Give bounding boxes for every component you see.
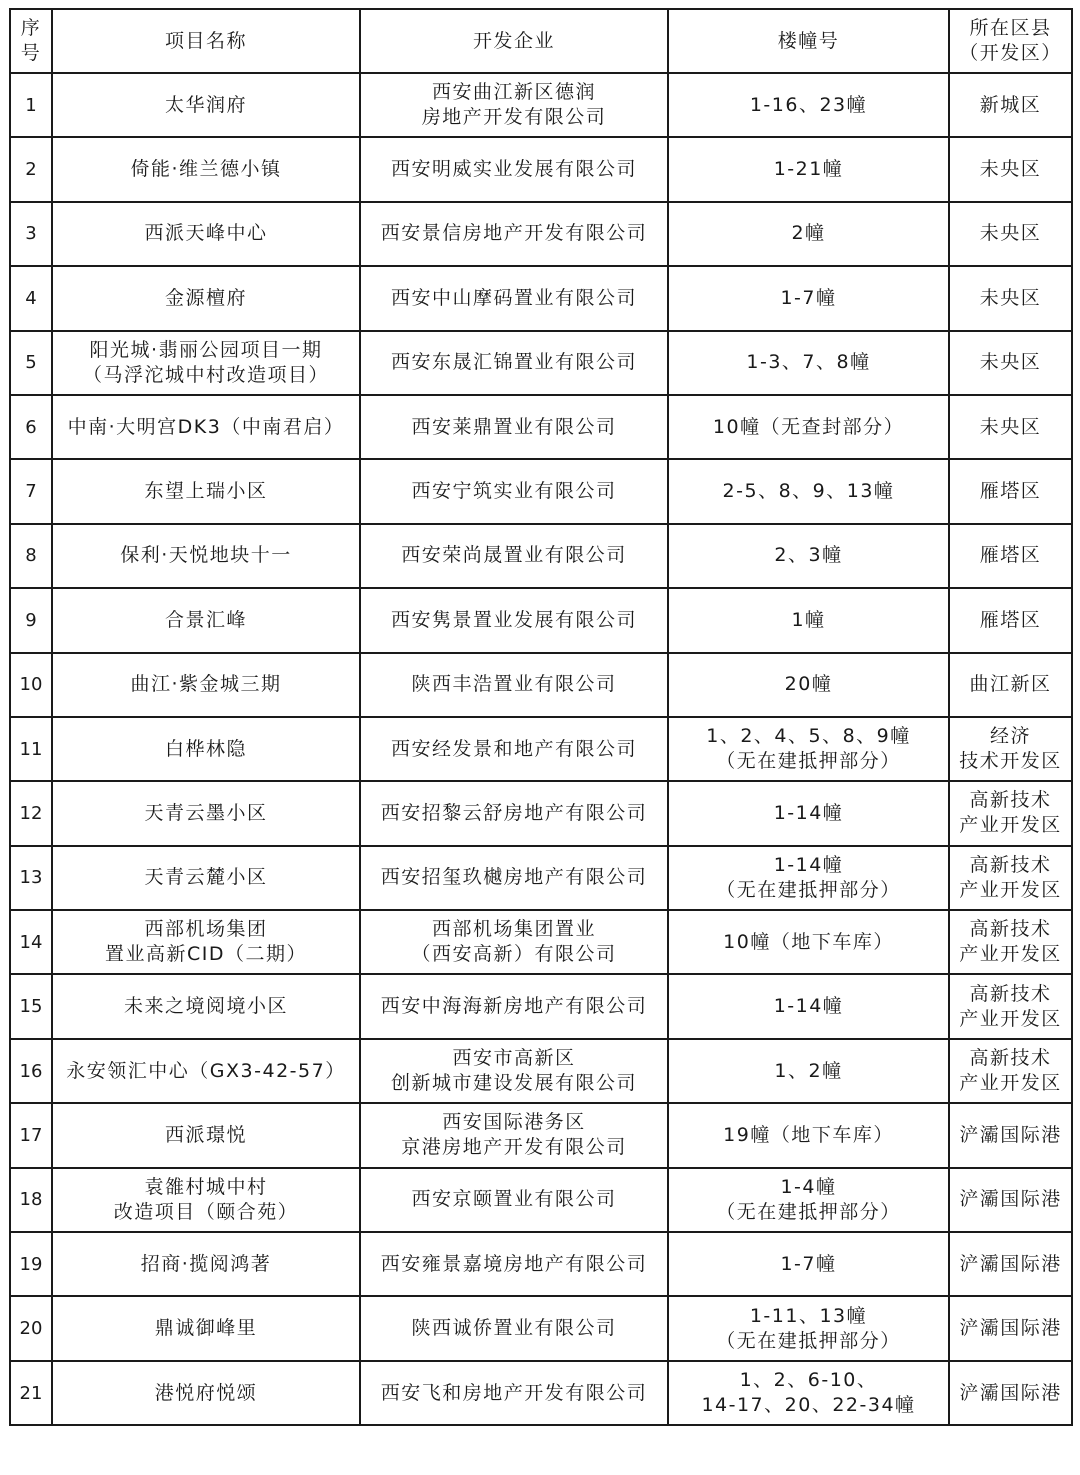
cell-developer: 西安经发景和地产有限公司 [360, 717, 668, 781]
cell-buildings: 2、3幢 [668, 524, 949, 588]
table-row [10, 653, 1072, 717]
header-buildings: 楼幢号 [668, 9, 949, 73]
cell-project-name: 港悦府悦颂 [52, 1361, 360, 1425]
cell-buildings: 1、2幢 [668, 1039, 949, 1103]
cell-district: 未央区 [949, 202, 1072, 266]
cell-no: 11 [10, 717, 52, 781]
cell-developer: 西安景信房地产开发有限公司 [360, 202, 668, 266]
cell-developer: 陕西诚侨置业有限公司 [360, 1296, 668, 1360]
cell-project-name: 倚能·维兰德小镇 [52, 137, 360, 201]
projects-table [9, 8, 1073, 1426]
table-row [10, 717, 1072, 781]
cell-district: 未央区 [949, 331, 1072, 395]
table-row [10, 910, 1072, 974]
cell-buildings: 10幢（无查封部分） [668, 395, 949, 459]
table-row [10, 1361, 1072, 1425]
cell-buildings: 1-11、13幢 （无在建抵押部分） [668, 1296, 949, 1360]
cell-no: 4 [10, 266, 52, 330]
cell-developer: 西安中山摩码置业有限公司 [360, 266, 668, 330]
cell-district: 新城区 [949, 73, 1072, 137]
table-row [10, 1039, 1072, 1103]
cell-district: 浐灞国际港 [949, 1168, 1072, 1232]
cell-buildings: 1幢 [668, 588, 949, 652]
cell-no: 3 [10, 202, 52, 266]
cell-buildings: 20幢 [668, 653, 949, 717]
table-row [10, 202, 1072, 266]
table-row [10, 266, 1072, 330]
cell-project-name: 太华润府 [52, 73, 360, 137]
cell-developer: 西安宁筑实业有限公司 [360, 459, 668, 523]
cell-developer: 西安招玺玖樾房地产有限公司 [360, 846, 668, 910]
cell-developer: 西安明威实业发展有限公司 [360, 137, 668, 201]
cell-buildings: 19幢（地下车库） [668, 1103, 949, 1167]
cell-no: 2 [10, 137, 52, 201]
cell-buildings: 2-5、8、9、13幢 [668, 459, 949, 523]
table-row [10, 137, 1072, 201]
cell-buildings: 1-4幢 （无在建抵押部分） [668, 1168, 949, 1232]
cell-buildings: 1-7幢 [668, 1232, 949, 1296]
header-row [10, 9, 1072, 73]
cell-district: 浐灞国际港 [949, 1232, 1072, 1296]
table-row [10, 974, 1072, 1038]
cell-buildings: 2幢 [668, 202, 949, 266]
header-developer: 开发企业 [360, 9, 668, 73]
table-row [10, 1296, 1072, 1360]
cell-no: 17 [10, 1103, 52, 1167]
cell-no: 6 [10, 395, 52, 459]
cell-no: 14 [10, 910, 52, 974]
cell-no: 20 [10, 1296, 52, 1360]
cell-project-name: 袁雒村城中村 改造项目（颐合苑） [52, 1168, 360, 1232]
cell-project-name: 中南·大明宫DK3（中南君启） [52, 395, 360, 459]
table-row [10, 1232, 1072, 1296]
cell-no: 10 [10, 653, 52, 717]
cell-district: 雁塔区 [949, 588, 1072, 652]
table-row [10, 395, 1072, 459]
cell-project-name: 天青云墨小区 [52, 781, 360, 845]
cell-no: 15 [10, 974, 52, 1038]
cell-no: 21 [10, 1361, 52, 1425]
cell-no: 18 [10, 1168, 52, 1232]
cell-developer: 西安国际港务区 京港房地产开发有限公司 [360, 1103, 668, 1167]
cell-district: 高新技术 产业开发区 [949, 846, 1072, 910]
cell-buildings: 1-21幢 [668, 137, 949, 201]
cell-project-name: 白桦林隐 [52, 717, 360, 781]
cell-buildings: 10幢（地下车库） [668, 910, 949, 974]
cell-buildings: 1-14幢 [668, 974, 949, 1038]
cell-district: 经济 技术开发区 [949, 717, 1072, 781]
cell-developer: 西安市高新区 创新城市建设发展有限公司 [360, 1039, 668, 1103]
cell-developer: 西安京颐置业有限公司 [360, 1168, 668, 1232]
cell-district: 浐灞国际港 [949, 1361, 1072, 1425]
cell-district: 未央区 [949, 395, 1072, 459]
cell-developer: 西部机场集团置业 （西安高新）有限公司 [360, 910, 668, 974]
cell-no: 8 [10, 524, 52, 588]
table-row [10, 73, 1072, 137]
cell-developer: 西安隽景置业发展有限公司 [360, 588, 668, 652]
cell-project-name: 保利·天悦地块十一 [52, 524, 360, 588]
cell-developer: 西安曲江新区德润 房地产开发有限公司 [360, 73, 668, 137]
cell-project-name: 阳光城·翡丽公园项目一期 （马浮沱城中村改造项目） [52, 331, 360, 395]
cell-developer: 西安东晟汇锦置业有限公司 [360, 331, 668, 395]
cell-district: 未央区 [949, 137, 1072, 201]
table-row [10, 459, 1072, 523]
table-body [10, 73, 1072, 1425]
cell-developer: 西安中海海新房地产有限公司 [360, 974, 668, 1038]
table-row [10, 781, 1072, 845]
cell-district: 浐灞国际港 [949, 1296, 1072, 1360]
table-row [10, 524, 1072, 588]
header-project-name: 项目名称 [52, 9, 360, 73]
cell-developer: 西安荣尚晟置业有限公司 [360, 524, 668, 588]
table-row [10, 1103, 1072, 1167]
cell-buildings: 1-16、23幢 [668, 73, 949, 137]
cell-district: 高新技术 产业开发区 [949, 1039, 1072, 1103]
cell-project-name: 金源檀府 [52, 266, 360, 330]
cell-developer: 西安招黎云舒房地产有限公司 [360, 781, 668, 845]
table-row [10, 331, 1072, 395]
cell-project-name: 西派璟悦 [52, 1103, 360, 1167]
cell-no: 7 [10, 459, 52, 523]
cell-district: 雁塔区 [949, 524, 1072, 588]
cell-developer: 西安飞和房地产开发有限公司 [360, 1361, 668, 1425]
table-row [10, 846, 1072, 910]
cell-buildings: 1、2、6-10、 14-17、20、22-34幢 [668, 1361, 949, 1425]
table-row [10, 588, 1072, 652]
cell-district: 高新技术 产业开发区 [949, 910, 1072, 974]
cell-buildings: 1-14幢 （无在建抵押部分） [668, 846, 949, 910]
cell-project-name: 西部机场集团 置业高新CID（二期） [52, 910, 360, 974]
cell-district: 浐灞国际港 [949, 1103, 1072, 1167]
cell-developer: 陕西丰浩置业有限公司 [360, 653, 668, 717]
cell-project-name: 天青云麓小区 [52, 846, 360, 910]
cell-district: 高新技术 产业开发区 [949, 781, 1072, 845]
header-district: 所在区县 （开发区） [949, 9, 1072, 73]
cell-project-name: 合景汇峰 [52, 588, 360, 652]
cell-district: 未央区 [949, 266, 1072, 330]
cell-no: 13 [10, 846, 52, 910]
cell-no: 12 [10, 781, 52, 845]
cell-no: 19 [10, 1232, 52, 1296]
cell-project-name: 未来之境阅境小区 [52, 974, 360, 1038]
cell-district: 雁塔区 [949, 459, 1072, 523]
cell-buildings: 1-14幢 [668, 781, 949, 845]
cell-no: 1 [10, 73, 52, 137]
cell-developer: 西安莱鼎置业有限公司 [360, 395, 668, 459]
cell-project-name: 鼎诚御峰里 [52, 1296, 360, 1360]
header-no: 序 号 [10, 9, 52, 73]
cell-buildings: 1-3、7、8幢 [668, 331, 949, 395]
cell-no: 9 [10, 588, 52, 652]
cell-project-name: 招商·揽阅鸿著 [52, 1232, 360, 1296]
cell-district: 高新技术 产业开发区 [949, 974, 1072, 1038]
cell-project-name: 东望上瑞小区 [52, 459, 360, 523]
table-row [10, 1168, 1072, 1232]
cell-buildings: 1、2、4、5、8、9幢 （无在建抵押部分） [668, 717, 949, 781]
cell-no: 5 [10, 331, 52, 395]
cell-buildings: 1-7幢 [668, 266, 949, 330]
cell-district: 曲江新区 [949, 653, 1072, 717]
cell-project-name: 曲江·紫金城三期 [52, 653, 360, 717]
cell-project-name: 永安领汇中心（GX3-42-57） [52, 1039, 360, 1103]
cell-no: 16 [10, 1039, 52, 1103]
cell-project-name: 西派天峰中心 [52, 202, 360, 266]
cell-developer: 西安雍景嘉境房地产有限公司 [360, 1232, 668, 1296]
